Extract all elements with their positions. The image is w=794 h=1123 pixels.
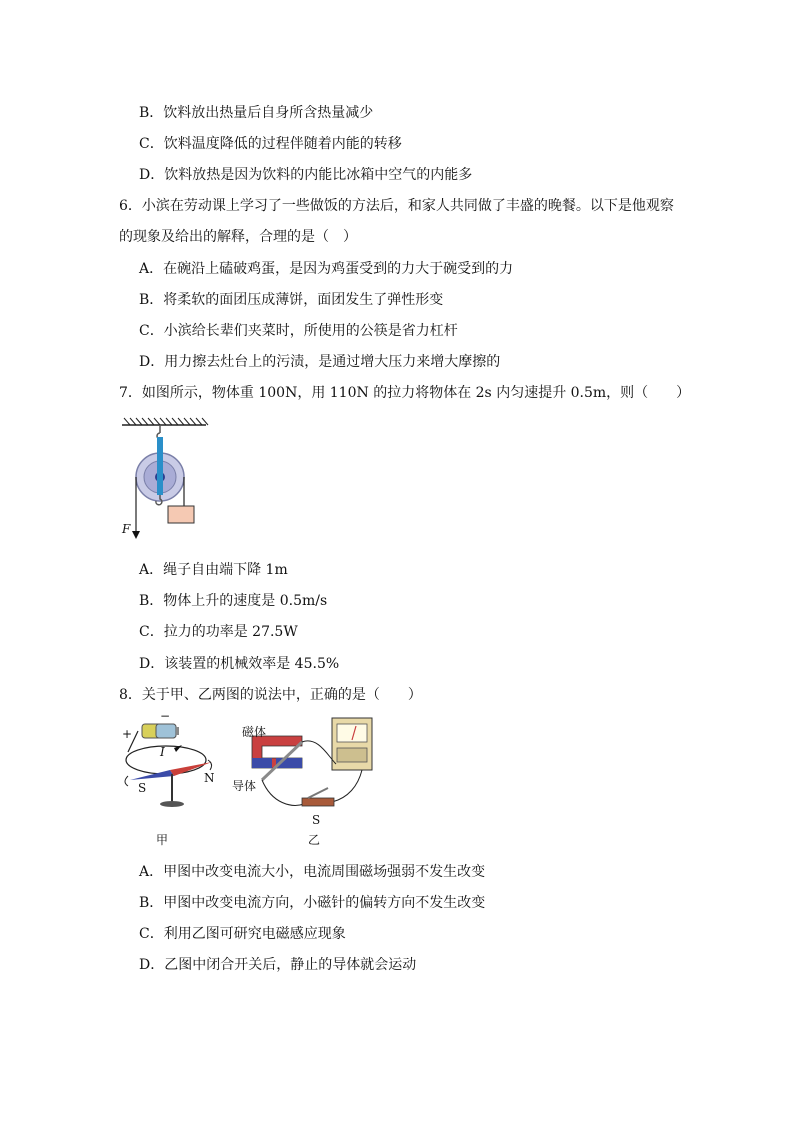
pulley-figure bbox=[118, 415, 218, 543]
compass-n-label: N bbox=[204, 771, 215, 785]
q8-option-c: C．利用乙图可研究电磁感应现象 bbox=[139, 926, 346, 942]
q7-option-a: A．绳子自由端下降 1m bbox=[139, 562, 288, 578]
switch-s-label: S bbox=[312, 813, 321, 827]
prev-option-b: B．饮料放出热量后自身所含热量减少 bbox=[139, 105, 374, 121]
induction-figure bbox=[232, 712, 382, 852]
q7-option-b: B．物体上升的速度是 0.5m/s bbox=[139, 593, 328, 609]
conductor-label: 导体 bbox=[232, 779, 257, 793]
q6-option-a: A．在碗沿上磕破鸡蛋，是因为鸡蛋受到的力大于碗受到的力 bbox=[139, 261, 514, 277]
prev-option-d: D．饮料放热是因为饮料的内能比冰箱中空气的内能多 bbox=[139, 167, 473, 183]
battery-plus-label: + bbox=[122, 727, 133, 741]
q8-option-d: D．乙图中闭合开关后，静止的导体就会运动 bbox=[139, 957, 417, 973]
q6-stem-line2: 的现象及给出的解释，合理的是（ ） bbox=[119, 229, 357, 245]
q8-option-b: B．甲图中改变电流方向，小磁针的偏转方向不发生改变 bbox=[139, 895, 486, 911]
q6-option-c: C．小滨给长辈们夹菜时，所使用的公筷是省力杠杆 bbox=[139, 323, 458, 339]
q7-option-c: C．拉力的功率是 27.5W bbox=[139, 624, 298, 640]
q6-option-b: B．将柔软的面团压成薄饼，面团发生了弹性形变 bbox=[139, 292, 444, 308]
current-label: I bbox=[160, 745, 165, 759]
figure-yi-caption: 乙 bbox=[308, 833, 321, 847]
q8-option-a: A．甲图中改变电流大小，电流周围磁场强弱不发生改变 bbox=[139, 864, 486, 880]
force-label-f: F bbox=[122, 522, 131, 536]
q7-stem: 7．如图所示，物体重 100N，用 110N 的拉力将物体在 2s 内匀速提升 0.5m，则（ ） bbox=[119, 385, 691, 401]
prev-option-c: C．饮料温度降低的过程伴随着内能的转移 bbox=[139, 136, 402, 152]
q6-option-d: D．用力擦去灶台上的污渍，是通过增大压力来增大摩擦的 bbox=[139, 354, 501, 370]
q7-option-d: D．该装置的机械效率是 45.5% bbox=[139, 656, 340, 672]
magnet-label: 磁体 bbox=[242, 725, 267, 739]
q6-stem-line1: 6．小滨在劳动课上学习了一些做饭的方法后，和家人共同做了丰盛的晚餐。以下是他观察 bbox=[119, 198, 674, 214]
figure-jia-caption: 甲 bbox=[156, 833, 169, 847]
battery-minus-label: − bbox=[160, 709, 171, 723]
q8-stem: 8．关于甲、乙两图的说法中，正确的是（ ） bbox=[119, 687, 422, 703]
compass-s-label: S bbox=[138, 781, 147, 795]
oersted-figure bbox=[116, 709, 228, 852]
